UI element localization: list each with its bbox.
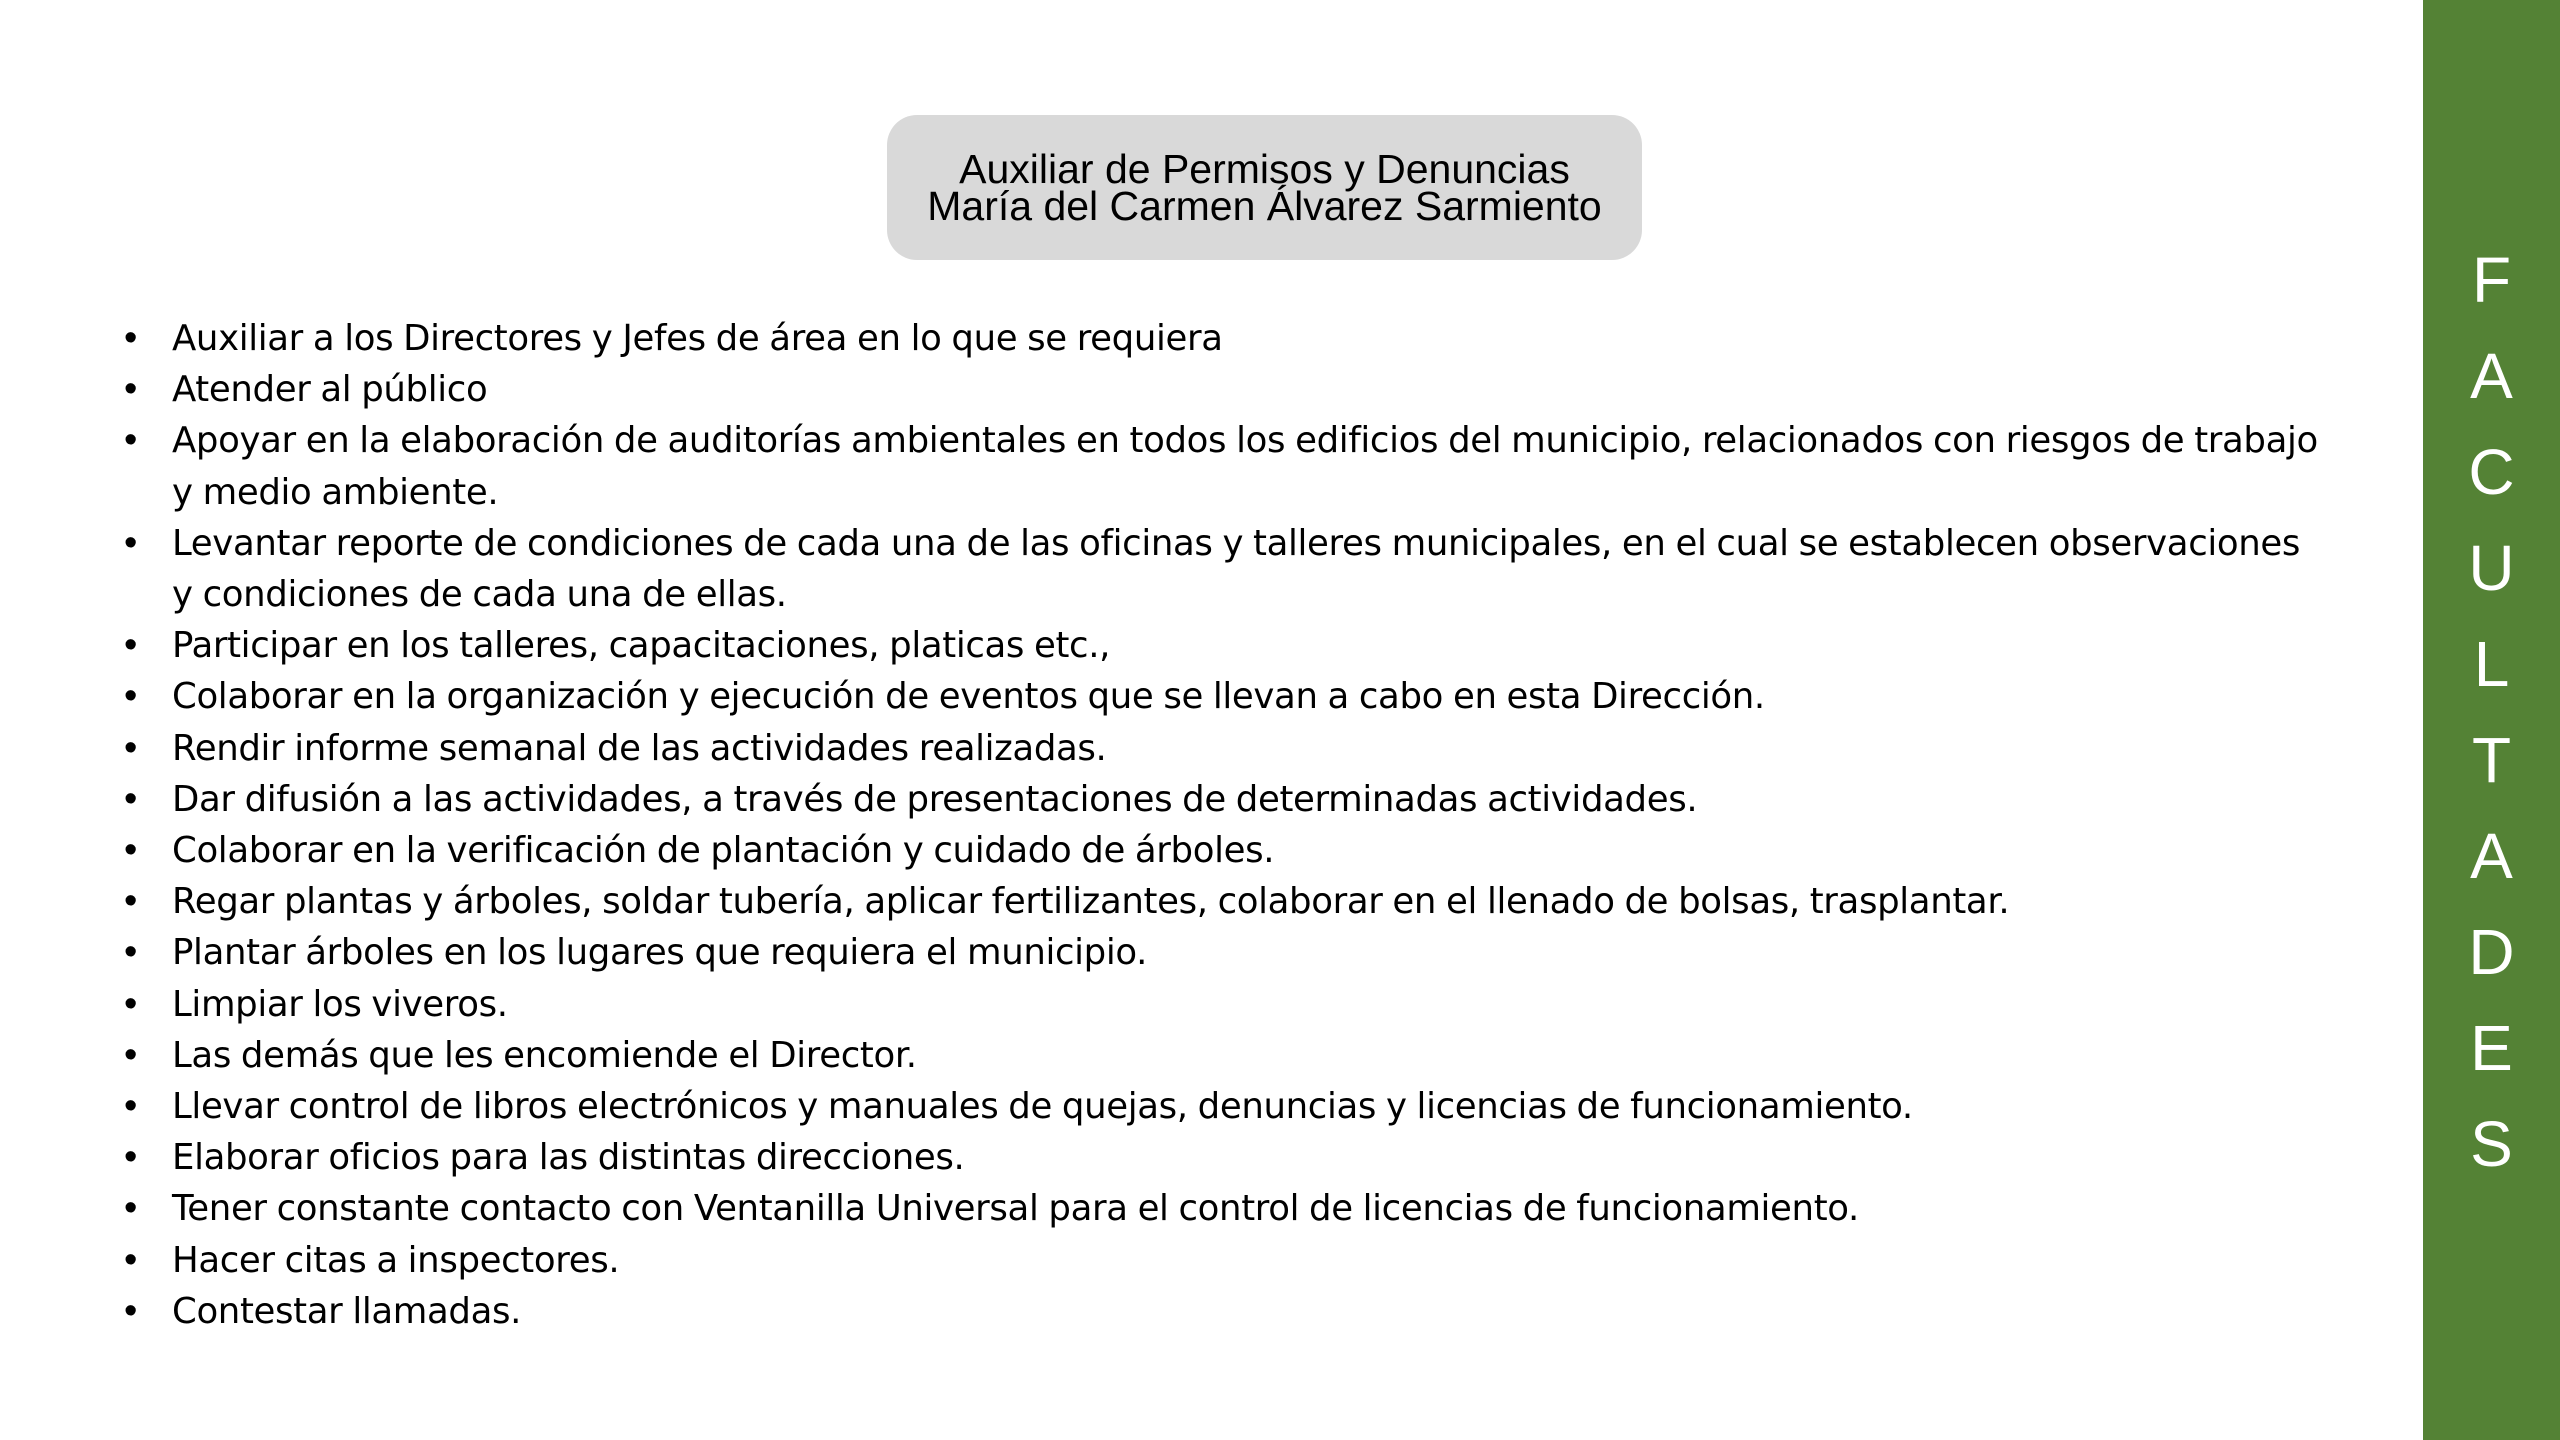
list-item [0, 1081, 2330, 1132]
bullet-icon: • [124, 368, 137, 411]
list-item [0, 415, 2330, 517]
sidebar-letter: F [2471, 244, 2512, 316]
sidebar-letter: A [2470, 820, 2513, 892]
list-item-text: Auxiliar a los Directores y Jefes de área en lo que se requiera [172, 318, 1223, 359]
list-item [0, 518, 2330, 620]
list-item-text: Elaborar oficios para las distintas direcciones. [172, 1137, 965, 1179]
title-box [887, 115, 1642, 260]
list-item-text: Dar difusión a las actividades, a través de presentaciones de determinadas actividades. [172, 778, 1698, 820]
list-item [0, 1132, 2330, 1183]
bullet-icon: • [124, 419, 137, 462]
list-item [0, 1183, 2330, 1234]
bullet-icon: • [124, 1033, 137, 1076]
list-item-text: Colaborar en la verificación de plantación y cuidado de árboles. [172, 830, 1275, 872]
person-name: María del Carmen Álvarez Sarmiento [927, 182, 1602, 229]
list-item-text: Llevar control de libros electrónicos y manuales de quejas, denuncias y licencias de funcionamiento. [172, 1086, 1913, 1128]
list-item-text: Regar plantas y árboles, soldar tubería, aplicar fertilizantes, colaborar en el llenado de bolsas, trasplantar. [172, 881, 2010, 923]
sidebar-letter: T [2471, 724, 2512, 796]
list-item-text: Rendir informe semanal de las actividades realizadas. [172, 727, 1107, 769]
sidebar-letter: A [2470, 340, 2513, 412]
bullet-icon: • [124, 1187, 137, 1230]
list-item [0, 927, 2330, 978]
list-item-text: Tener constante contacto con Ventanilla Universal para el control de licencias de funcionamiento. [172, 1188, 1859, 1230]
list-item [0, 876, 2330, 927]
list-item [0, 774, 2330, 825]
list-item-text: Apoyar en la elaboración de auditorías ambientales en todos los edificios del municipio, relacionados con riesgos de trabajo y medio ambiente. [172, 420, 2318, 513]
job-title: Auxiliar de Permisos y Denuncias [959, 145, 1570, 192]
list-item [0, 620, 2330, 671]
list-item-text: Hacer citas a inspectores. [172, 1239, 620, 1281]
list-item-text: Colaborar en la organización y ejecución de eventos que se llevan a cabo en esta Dirección. [172, 676, 1765, 718]
list-item [0, 1030, 2330, 1081]
list-item-text: Participar en los talleres, capacitaciones, platicas etc., [172, 625, 1111, 667]
bullet-icon: • [124, 1289, 137, 1332]
bullet-icon: • [124, 726, 137, 769]
list-item [0, 979, 2330, 1030]
bullet-icon: • [124, 880, 137, 923]
bullet-icon: • [124, 777, 137, 820]
sidebar-letter: U [2468, 532, 2515, 604]
list-item [0, 1286, 2330, 1337]
list-item [0, 671, 2330, 722]
list-item-text: Levantar reporte de condiciones de cada una de las oficinas y talleres municipales, en el cual se establecen observaciones y condiciones de cada una de ellas. [172, 522, 2301, 616]
bullet-icon: • [124, 675, 137, 718]
bullet-icon: • [124, 624, 137, 667]
bullet-icon: • [124, 829, 137, 872]
duties-list [0, 313, 2330, 1337]
list-item-text: Plantar árboles en los lugares que requiera el municipio. [172, 932, 1148, 974]
list-item [0, 723, 2330, 774]
sidebar-letter: L [2473, 628, 2510, 700]
bullet-icon: • [124, 317, 137, 359]
sidebar-vertical-title [2423, 232, 2560, 1192]
sidebar-letter: S [2470, 1108, 2513, 1180]
bullet-icon: • [124, 521, 137, 564]
list-item [0, 1235, 2330, 1286]
list-item-text: Atender al público [172, 369, 488, 411]
list-item [0, 364, 2330, 415]
facultades-sidebar [2423, 0, 2560, 1440]
bullet-icon: • [124, 1238, 137, 1281]
list-item [0, 313, 2330, 364]
bullet-icon: • [124, 982, 137, 1025]
sidebar-letter: C [2468, 436, 2515, 508]
sidebar-letter: E [2470, 1012, 2513, 1084]
list-item-text: Limpiar los viveros. [172, 983, 508, 1025]
list-item-text: Contestar llamadas. [172, 1290, 522, 1332]
bullet-icon: • [124, 1085, 137, 1128]
list-item-text: Las demás que les encomiende el Director. [172, 1034, 917, 1076]
bullet-icon: • [124, 931, 137, 974]
sidebar-letter: D [2468, 916, 2515, 988]
bullet-icon: • [124, 1136, 137, 1179]
list-item [0, 825, 2330, 876]
